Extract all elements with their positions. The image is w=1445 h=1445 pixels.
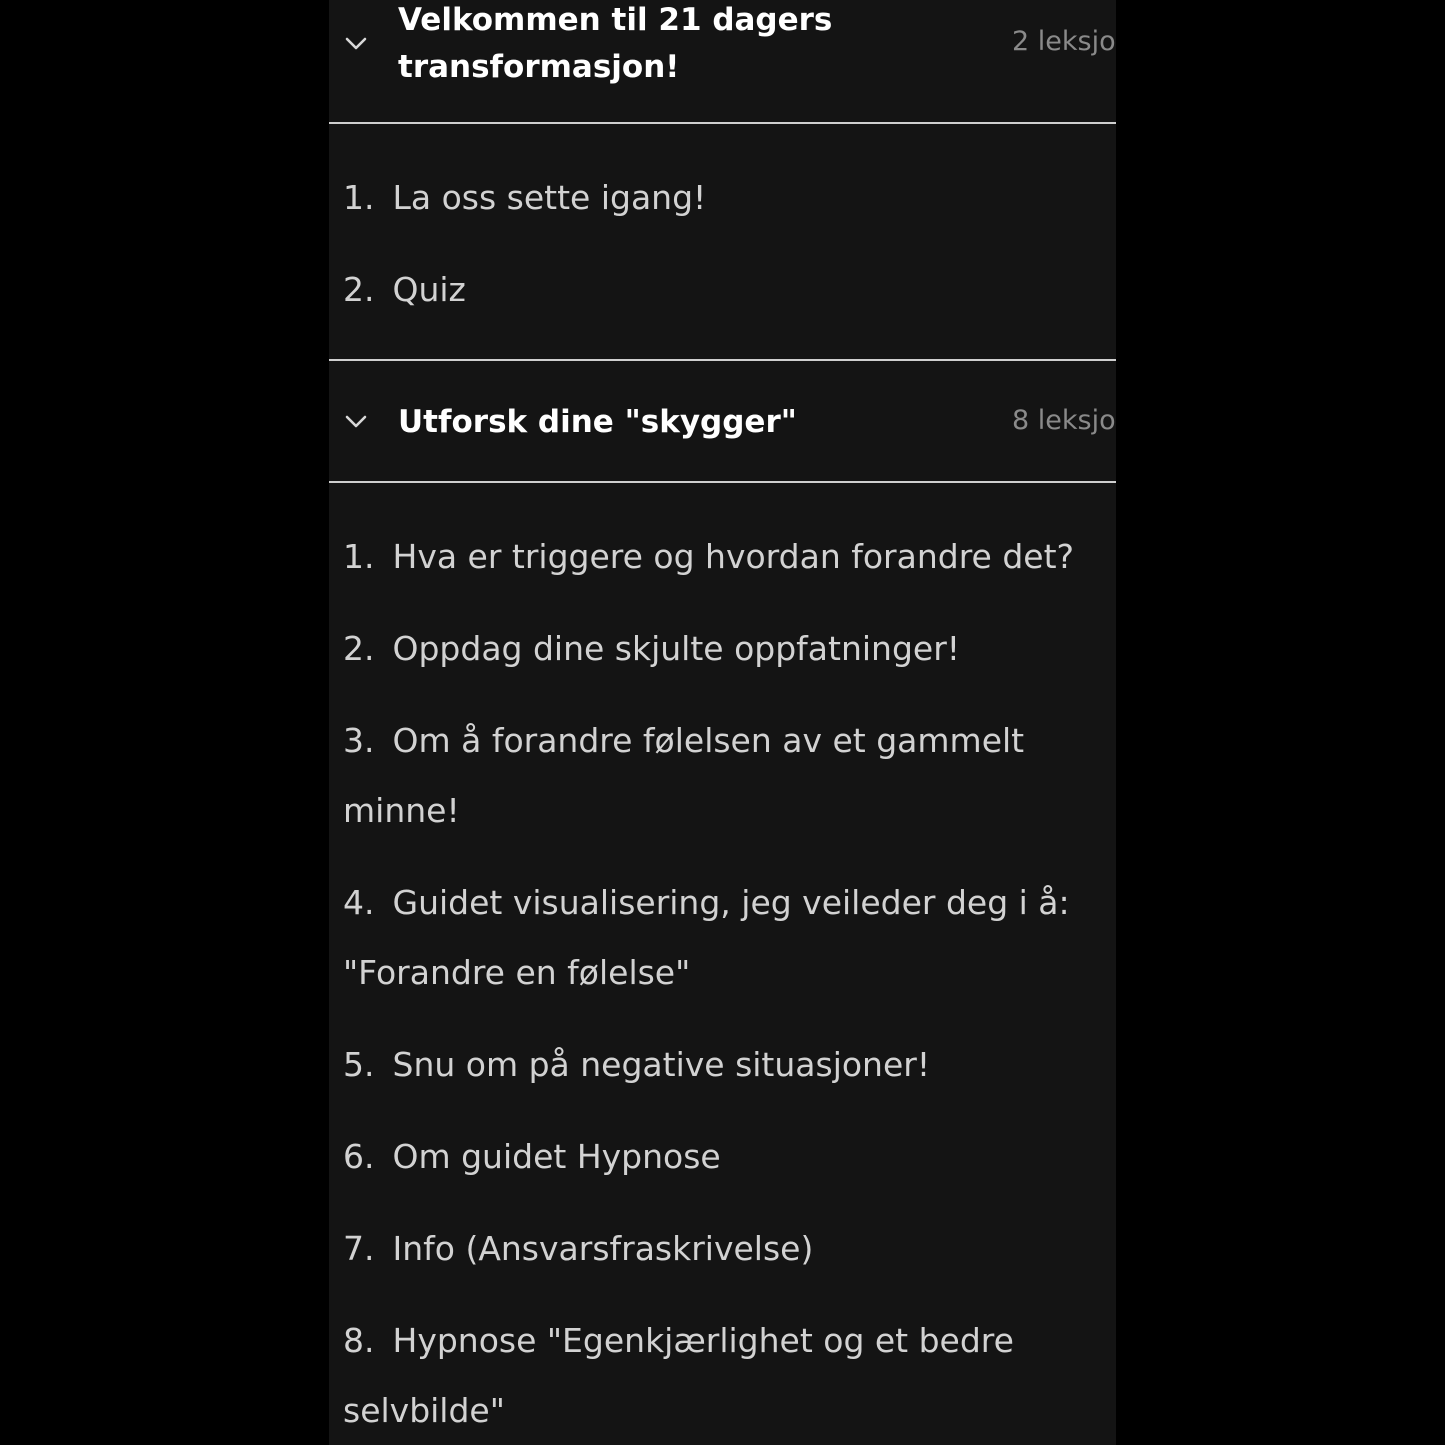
lesson-item[interactable] <box>329 614 1116 684</box>
lesson-title: Hypnose "Egenkjærlighet og et bedre selvbilde" <box>343 1321 1014 1430</box>
lesson-title: La oss sette igang! <box>392 178 707 217</box>
lesson-item[interactable] <box>329 1030 1116 1100</box>
lesson-list <box>329 522 1116 1445</box>
lesson-number: 4. <box>343 883 375 922</box>
section-title: Velkommen til 21 dagers transformasjon! <box>398 2 833 85</box>
lesson-count: 2 leksjo <box>1012 26 1116 57</box>
section-header-welcome[interactable] <box>329 0 1116 124</box>
lesson-title: Oppdag dine skjulte oppfatninger! <box>392 629 960 668</box>
lesson-number: 5. <box>343 1045 375 1084</box>
lesson-number: 1. <box>343 178 375 217</box>
lesson-item[interactable] <box>329 868 1116 1008</box>
lesson-number: 6. <box>343 1137 375 1176</box>
section-title: Utforsk dine "skygger" <box>398 404 797 440</box>
lesson-title: Guidet visualisering, jeg veileder deg i å: "Forandre en følelse" <box>343 883 1070 992</box>
lesson-count: 8 leksjo <box>1012 405 1116 436</box>
lesson-item[interactable] <box>329 1122 1116 1192</box>
lesson-title: Om guidet Hypnose <box>392 1137 721 1176</box>
lesson-item[interactable] <box>329 522 1116 592</box>
lesson-number: 8. <box>343 1321 375 1360</box>
lesson-title: Om å forandre følelsen av et gammelt minne! <box>343 721 1025 830</box>
course-curriculum-panel <box>329 0 1116 1445</box>
lesson-number: 1. <box>343 537 375 576</box>
lesson-item[interactable] <box>329 255 1116 325</box>
lesson-title: Snu om på negative situasjoner! <box>392 1045 931 1084</box>
section-header-shadows[interactable] <box>329 361 1116 483</box>
lesson-item[interactable] <box>329 706 1116 846</box>
lesson-title: Quiz <box>392 270 466 309</box>
lesson-number: 3. <box>343 721 375 760</box>
lesson-number: 2. <box>343 270 375 309</box>
lesson-list <box>329 163 1116 325</box>
chevron-down-icon[interactable] <box>343 30 369 56</box>
lesson-item[interactable] <box>329 1214 1116 1284</box>
chevron-down-icon[interactable] <box>343 408 369 434</box>
lesson-number: 2. <box>343 629 375 668</box>
lesson-title: Hva er triggere og hvordan forandre det? <box>392 537 1075 576</box>
lesson-number: 7. <box>343 1229 375 1268</box>
lesson-title: Info (Ansvarsfraskrivelse) <box>392 1229 814 1268</box>
lesson-item[interactable] <box>329 1306 1116 1445</box>
lesson-item[interactable] <box>329 163 1116 233</box>
